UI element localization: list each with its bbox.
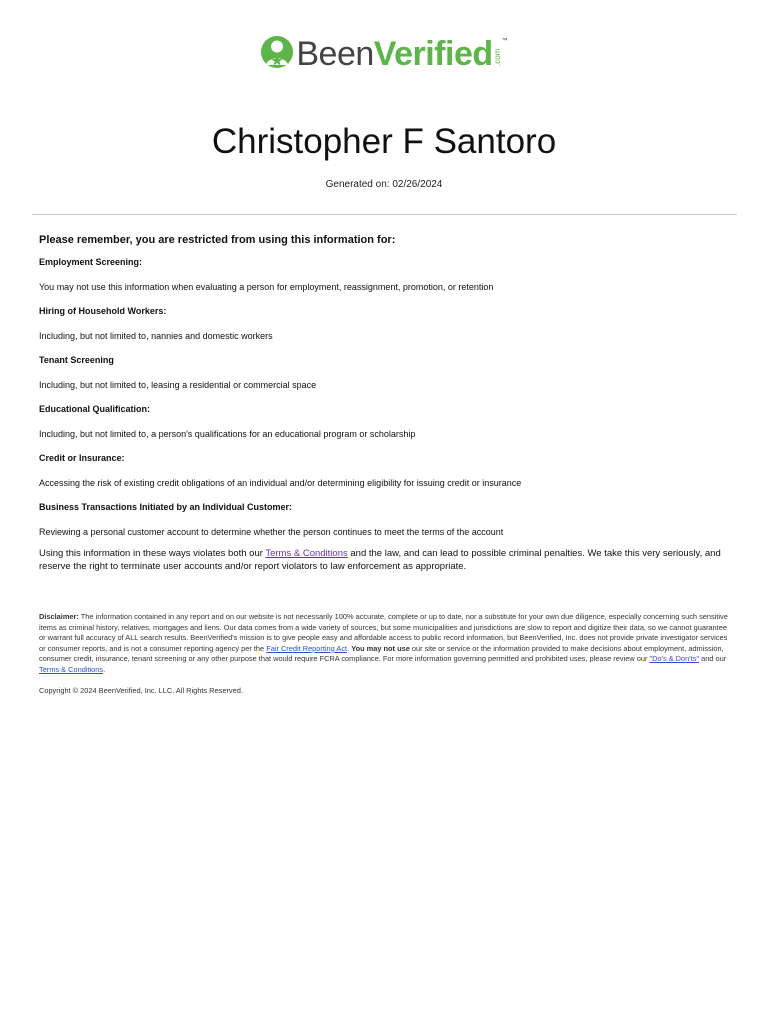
brand-logo: [0, 34, 768, 74]
section-desc-tenant: Including, but not limited to, leasing a residential or commercial space: [39, 380, 317, 390]
fcra-link[interactable]: Fair Credit Reporting Act: [266, 643, 348, 653]
disclaimer-text: and our: [699, 654, 727, 664]
logo-wordmark: [296, 34, 492, 74]
section-title-employment: Employment Screening:: [39, 257, 143, 267]
section-desc-employment: You may not use this information when evaluating a person for employment, reassignment, promotion, or retention: [39, 282, 494, 292]
logo-trademark: ™: [501, 38, 508, 44]
section-desc-education: Including, but not limited to, a person's qualifications for an educational program or scholarship: [39, 429, 416, 439]
subject-name: Christopher F Santoro: [211, 122, 557, 161]
disclaimer: [39, 612, 729, 676]
disclaimer-terms-link[interactable]: Terms & Conditions: [39, 664, 104, 674]
section-desc-credit: Accessing the risk of existing credit obligations of an individual and/or determining eligibility for issuing credit or insurance: [39, 478, 522, 488]
section-desc-household: Including, but not limited to, nannies and domestic workers: [39, 331, 273, 341]
generated-date: Generated on: 02/26/2024: [325, 179, 443, 190]
disclaimer-label: Disclaimer:: [39, 612, 79, 621]
section-title-credit: Credit or Insurance:: [39, 453, 125, 463]
logo-com: .com: [492, 48, 502, 66]
dos-donts-link[interactable]: "Do's & Don'ts": [649, 654, 700, 664]
logo-verified: Verified: [373, 35, 493, 73]
terms-conditions-link[interactable]: Terms & Conditions: [265, 548, 348, 559]
logo-been: Been: [296, 35, 374, 73]
section-title-education: Educational Qualification:: [39, 404, 151, 414]
disclaimer-text: .: [347, 643, 352, 653]
restrictions-section: [39, 234, 739, 573]
section-desc-business: Reviewing a personal customer account to determine whether the person continues to meet the terms of the account: [39, 527, 504, 537]
usage-warning: [39, 547, 739, 573]
warning-text-after: and the law, and can lead to possible criminal penalties. We take this very seriously, and reserve the right to terminate user accounts and/or report violators to law enforcement as appropriate.: [39, 548, 721, 572]
disclaimer-text: The information contained in any report and on our website is not necessarily 100% accurate, complete or up to date, nor a substitute for your own due diligence, especially concerning such sensitive items as criminal history, relatives, mortgages and liens. Our data comes from a wide variety of sources, but some municipalities and jurisdictions are slow to report and digitize their data, so we cannot guarantee or warrant full accuracy of ALL search results. BeenVerified's mission is to give people easy and affordable access to public record information, but BeenVerified, Inc. does not provide private investigator services or consumer reports, and is not a consumer reporting agency per the: [39, 612, 728, 653]
disclaimer-text: .: [103, 664, 106, 674]
section-title-household: Hiring of Household Workers:: [39, 306, 167, 316]
disclaimer-text: our site or service or the information provided to make decisions about employment, admission, consumer credit, insurance, tenant screening or any other purpose that would require FCRA compliance. For more information governing permitted and prohibited uses, please review our: [39, 643, 724, 664]
warning-text-before: Using this information in these ways violates both our: [39, 548, 266, 559]
copyright: Copyright © 2024 BeenVerified, Inc. LLC. All Rights Reserved.: [39, 686, 243, 695]
disclaimer-bold: You may not use: [351, 643, 410, 653]
section-title-tenant: Tenant Screening: [39, 355, 114, 365]
restriction-notice: Please remember, you are restricted from using this information for:: [39, 234, 396, 246]
divider: [32, 214, 737, 215]
person-with-star-icon: [260, 35, 296, 74]
section-title-business: Business Transactions Initiated by an Individual Customer:: [39, 502, 293, 512]
